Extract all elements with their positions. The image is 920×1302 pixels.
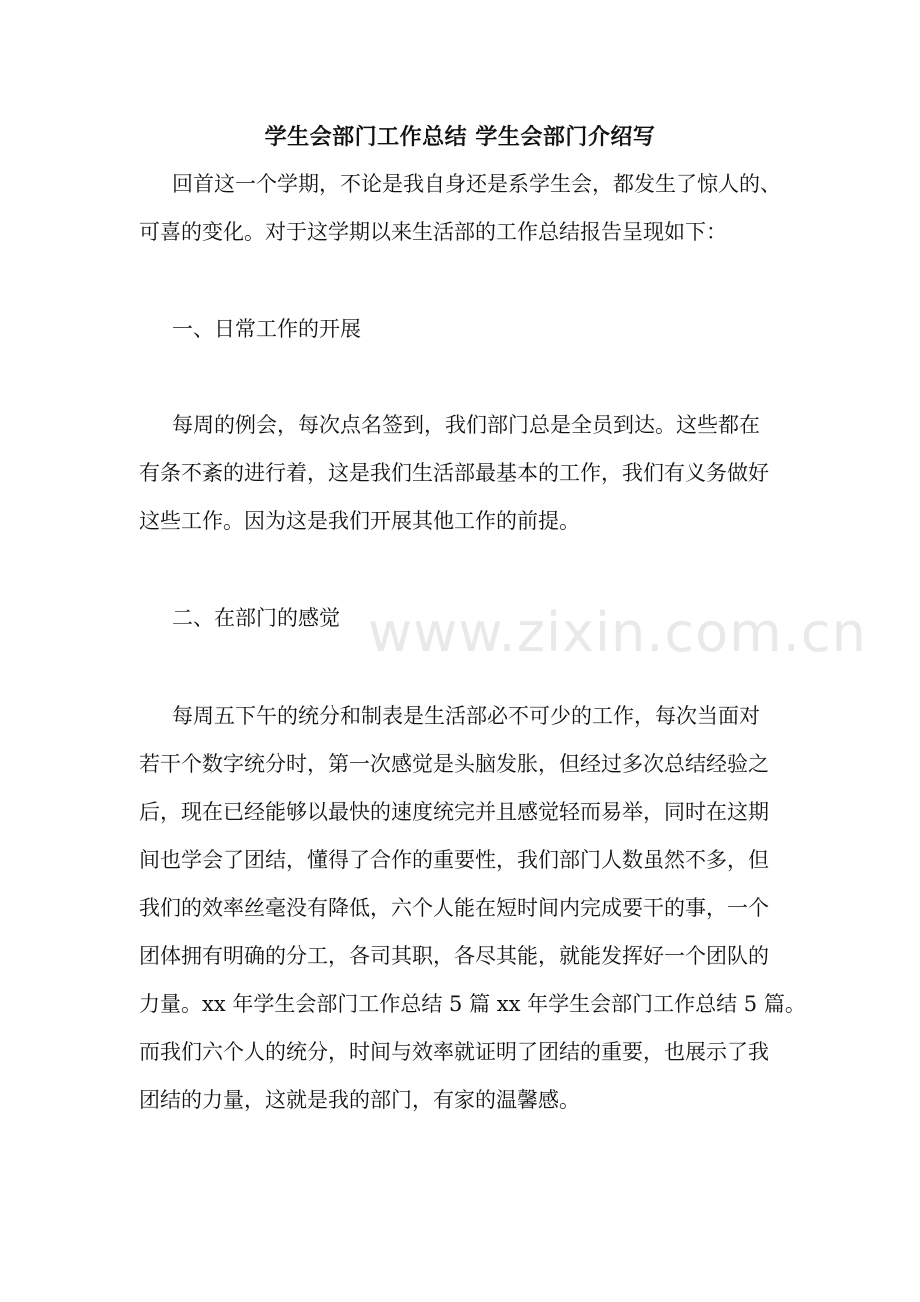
section-2-line-5: 我们的效率丝毫没有降低，六个人能在短时间内完成要干的事，一个 [139, 896, 769, 920]
watermark: www.zixin.com.cn [368, 601, 867, 664]
section-1-line-2: 有条不紊的进行着，这是我们生活部最基本的工作，我们有义务做好 [139, 461, 769, 485]
section-1-line-1: 每周的例会，每次点名签到，我们部门总是全员到达。这些都在 [172, 413, 760, 437]
section-2-line-8: 而我们六个人的统分，时间与效率就证明了团结的重要，也展示了我 [139, 1040, 769, 1064]
section-2-line-9: 团结的力量，这就是我的部门，有家的温馨感。 [139, 1088, 580, 1112]
intro-line-1: 回首这一个学期，不论是我自身还是系学生会，都发生了惊人的、 [172, 172, 781, 196]
document-title: 学生会部门工作总结 学生会部门介绍写 [264, 124, 656, 150]
section-1-line-3: 这些工作。因为这是我们开展其他工作的前提。 [139, 509, 580, 533]
section-2-line-3: 后，现在已经能够以最快的速度统完并且感觉轻而易举，同时在这期 [139, 800, 769, 824]
section-2-line-1: 每周五下午的统分和制表是生活部必不可少的工作，每次当面对 [172, 704, 760, 728]
section-2-line-7: 力量。xx 年学生会部门工作总结 5 篇 xx 年学生会部门工作总结 5 篇。 [139, 992, 806, 1016]
section-heading-2: 二、在部门的感觉 [172, 606, 340, 630]
section-2-line-6: 团体拥有明确的分工，各司其职，各尽其能，就能发挥好一个团队的 [139, 944, 769, 968]
section-2-line-4: 间也学会了团结，懂得了合作的重要性，我们部门人数虽然不多，但 [139, 848, 769, 872]
section-2-line-2: 若干个数字统分时，第一次感觉是头脑发胀，但经过多次总结经验之 [139, 752, 769, 776]
section-heading-1: 一、日常工作的开展 [172, 317, 361, 341]
intro-line-2: 可喜的变化。对于这学期以来生活部的工作总结报告呈现如下： [139, 220, 727, 244]
